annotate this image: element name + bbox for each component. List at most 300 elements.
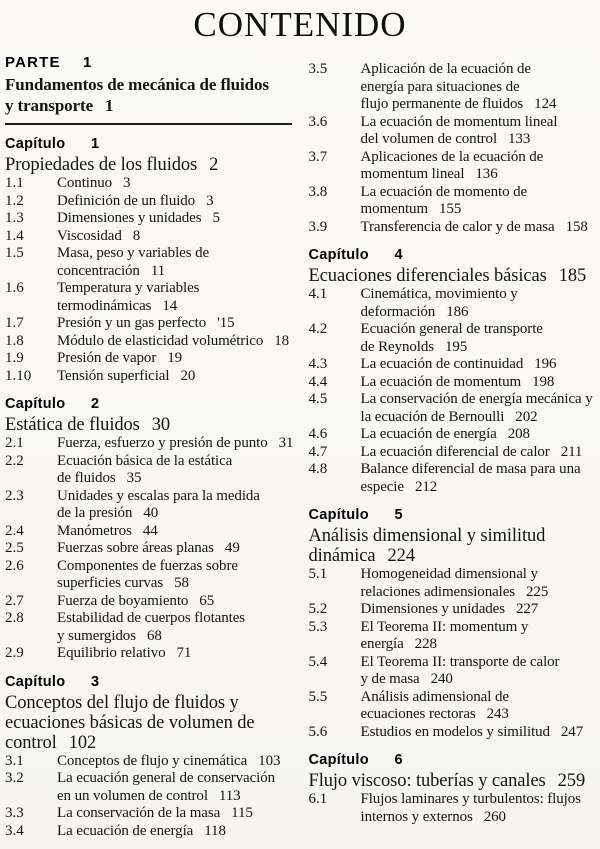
page-number: 211 <box>560 443 583 460</box>
entry-body <box>57 770 292 805</box>
entry-body <box>361 374 596 392</box>
entry-title: superficies curvas <box>57 575 164 591</box>
text-line <box>309 526 596 546</box>
page-number: 247 <box>560 723 584 740</box>
text-line <box>361 339 596 357</box>
text-line <box>309 546 596 566</box>
text-line <box>57 488 292 506</box>
entry-number: 2.7 <box>5 592 24 609</box>
toc-entry <box>5 435 292 453</box>
entry-title: Estática de fluidos <box>5 415 140 435</box>
entry-title: Equilibrio relativo <box>57 645 166 661</box>
entry-title: Estabilidad de cuerpos flotantes <box>57 610 245 626</box>
entry-title: Tensión superficial <box>57 367 170 384</box>
entry-title: control <box>5 732 57 753</box>
entry-number: 4.2 <box>308 321 328 337</box>
entry-title: especie <box>360 478 404 495</box>
entry-body <box>361 184 596 219</box>
entry-number: 3.1 <box>5 752 24 769</box>
entry-number: 1.4 <box>5 227 24 244</box>
entry-title: y sumergidos <box>57 627 136 644</box>
entry-title: energía para situaciones de <box>360 78 520 95</box>
text-line <box>57 210 292 228</box>
text-line <box>5 415 292 435</box>
text-line <box>5 155 292 175</box>
entry-number: 1.8 <box>5 332 24 349</box>
entry-body <box>361 149 596 184</box>
text-line <box>57 540 292 558</box>
text-line <box>361 391 596 409</box>
entry-number: 2.1 <box>5 435 24 451</box>
entry-title: Transferencia de calor y de masa <box>360 218 555 235</box>
text-line <box>361 636 596 654</box>
text-line <box>57 350 292 368</box>
entry-title: de fluidos <box>57 470 116 486</box>
entry-number: 1.5 <box>5 245 24 261</box>
page-number: 260 <box>483 808 506 825</box>
entry-title: Análisis adimensional de <box>360 688 509 705</box>
chapter-label: Capítulo <box>308 247 369 263</box>
toc-entry <box>309 724 596 742</box>
entry-title: ecuaciones básicas de volumen de <box>5 712 255 733</box>
chapter-number: 1 <box>91 136 100 152</box>
entry-body <box>361 724 596 742</box>
toc-entry <box>5 175 292 193</box>
text-line <box>57 470 292 488</box>
page-title: CONTENIDO <box>193 5 407 44</box>
entry-body <box>57 193 292 211</box>
toc-entry <box>309 391 596 426</box>
entry-title: Masa, peso y variables de <box>57 245 210 261</box>
text-line <box>57 505 292 523</box>
entry-number: 2.3 <box>5 487 24 504</box>
toc-entry <box>309 566 596 601</box>
page-number: 68 <box>146 627 162 644</box>
entry-number: 1.3 <box>5 210 24 226</box>
chapter-number: 5 <box>394 507 403 523</box>
page-number: 115 <box>231 805 253 821</box>
entry-body <box>361 601 596 619</box>
part-header <box>5 54 292 125</box>
toc-entry <box>309 286 596 321</box>
entry-title: concentración <box>57 262 140 279</box>
text-line <box>57 770 292 788</box>
text-line <box>361 584 596 602</box>
entry-body <box>361 444 596 462</box>
toc-entry <box>309 601 596 619</box>
text-line <box>361 706 596 724</box>
entry-number: 5.5 <box>308 688 328 705</box>
page-number: 202 <box>515 408 538 425</box>
entry-title: La ecuación de energía <box>360 426 497 442</box>
page-number: 208 <box>507 426 530 442</box>
entry-body <box>57 280 292 315</box>
entry-title: deformación <box>360 303 436 320</box>
entry-body <box>361 391 596 426</box>
toc-entry <box>5 315 292 333</box>
text-line <box>361 219 596 237</box>
entry-body <box>361 654 596 689</box>
entry-title: El Teorema II: transporte de calor <box>360 653 560 670</box>
entry-body <box>361 321 596 356</box>
entry-body <box>57 333 292 351</box>
entry-number: 5.6 <box>308 723 328 740</box>
entry-number: 1.7 <box>5 315 24 331</box>
text-line <box>57 280 292 298</box>
text-line <box>361 374 596 392</box>
entry-number: 2.4 <box>5 522 24 539</box>
entry-title: El Teorema II: momentum y <box>360 618 529 635</box>
entry-title: Análisis dimensional y similitud <box>308 526 546 546</box>
entry-number: 1.1 <box>5 175 24 191</box>
toc-entry <box>5 645 292 663</box>
column-right <box>309 52 596 840</box>
text-line <box>361 671 596 689</box>
toc-entry <box>309 654 596 689</box>
entry-title: Aplicación de la ecuación de <box>360 61 531 77</box>
chapter-title <box>5 415 292 435</box>
page-number: 40 <box>143 505 159 521</box>
page-number: 196 <box>534 356 557 372</box>
entry-title: Unidades y escalas para la medida <box>57 487 260 504</box>
entry-body <box>57 523 292 541</box>
chapter-label: Capítulo <box>308 507 369 523</box>
toc-entry <box>309 444 596 462</box>
entry-number: 4.8 <box>308 461 328 477</box>
entry-title: La ecuación diferencial de calor <box>360 443 550 460</box>
text-line <box>361 79 596 97</box>
text-line <box>57 788 292 806</box>
entry-body <box>361 61 596 114</box>
text-line <box>361 444 596 462</box>
toc-entry <box>5 488 292 523</box>
entry-title: la ecuación de Bernoulli <box>360 408 505 425</box>
chapter-label-row <box>309 752 596 769</box>
entry-body <box>57 228 292 246</box>
toc-entry <box>5 558 292 593</box>
toc-entry <box>5 770 292 805</box>
toc-entry <box>309 689 596 724</box>
entry-title: Flujo viscoso: tuberías y canales <box>308 771 546 791</box>
text-line <box>57 823 292 841</box>
text-line <box>57 645 292 663</box>
page-number: 124 <box>534 96 557 112</box>
entry-number: 3.2 <box>5 770 24 786</box>
toc-entry <box>5 823 292 841</box>
entry-title: Conceptos del flujo de fluidos y <box>5 692 239 713</box>
text-line <box>57 805 292 823</box>
toc-columns <box>5 52 595 840</box>
entry-title: La conservación de energía mecánica y <box>360 391 593 407</box>
entry-title: La conservación de la masa <box>57 805 221 821</box>
entry-title: de la presión <box>57 505 133 521</box>
text-line <box>361 131 596 149</box>
page-number: 224 <box>387 546 415 566</box>
entry-body <box>361 426 596 444</box>
entry-body <box>57 435 292 453</box>
entry-number: 5.4 <box>308 653 328 670</box>
chapter-header <box>5 396 292 435</box>
text-line <box>361 619 596 637</box>
text-line <box>5 96 292 117</box>
entry-title: y transporte <box>5 95 94 115</box>
entry-body <box>57 245 292 280</box>
page-number: 5 <box>212 210 220 226</box>
page-number: 240 <box>430 671 453 687</box>
entry-title: Aplicaciones de la ecuación de <box>360 148 544 165</box>
text-line <box>57 435 292 453</box>
page-number: 133 <box>508 131 531 147</box>
toc-entry <box>5 610 292 645</box>
entry-number: 1.6 <box>5 280 24 296</box>
entry-body <box>361 219 596 237</box>
entry-body <box>57 175 292 193</box>
entry-body <box>57 315 292 333</box>
entry-title: dinámica <box>308 546 376 566</box>
entry-title: Fundamentos de mecánica de fluidos <box>5 75 269 94</box>
entry-body <box>57 368 292 386</box>
text-line <box>361 321 596 339</box>
text-line <box>361 654 596 672</box>
entry-title: Flujos laminares y turbulentos: flujos <box>360 791 581 807</box>
entry-title: Manómetros <box>57 522 132 539</box>
entry-number: 3.6 <box>308 113 328 130</box>
entry-number: 4.3 <box>308 356 328 372</box>
entry-title: y de masa <box>360 671 420 687</box>
entry-number: 4.6 <box>308 426 328 442</box>
text-line <box>57 610 292 628</box>
text-line <box>361 461 596 479</box>
chapter-title <box>5 693 292 753</box>
text-line <box>361 114 596 132</box>
text-line <box>57 263 292 281</box>
entry-title: energía <box>360 636 404 652</box>
page-number: 19 <box>167 350 183 366</box>
chapter-label: Capítulo <box>308 752 369 768</box>
entry-body <box>57 210 292 228</box>
chapter-label-row <box>5 396 292 413</box>
entry-body <box>361 461 596 496</box>
entry-number: 2.2 <box>5 452 24 469</box>
text-line <box>57 628 292 646</box>
entry-title: Fuerzas sobre áreas planas <box>57 540 214 556</box>
entry-number: 4.7 <box>308 443 328 460</box>
entry-title: relaciones adimensionales <box>360 583 516 600</box>
part-label: PARTE <box>5 54 61 71</box>
entry-body <box>57 488 292 523</box>
text-line <box>361 791 596 809</box>
entry-title: La ecuación de continuidad <box>360 356 524 372</box>
toc-entry <box>5 280 292 315</box>
entry-title: Propiedades de los fluidos <box>5 155 198 175</box>
text-line <box>57 753 292 771</box>
page-number: 8 <box>132 227 141 244</box>
entry-number: 6.1 <box>308 791 328 807</box>
entry-title: en un volumen de control <box>57 787 208 804</box>
chapter-label: Capítulo <box>5 673 66 690</box>
entry-number: 4.4 <box>308 373 328 390</box>
entry-title: ecuaciones rectoras <box>360 706 476 722</box>
text-line <box>309 771 596 791</box>
chapter-header <box>309 247 596 286</box>
chapter-title <box>5 155 292 175</box>
entry-number: 2.5 <box>5 540 24 556</box>
text-line <box>361 409 596 427</box>
toc-entry <box>5 805 292 823</box>
page-number: 3 <box>206 192 214 209</box>
text-line <box>57 315 292 333</box>
entry-title: La ecuación de momentum <box>360 373 522 390</box>
entry-title: Dimensiones y unidades <box>360 601 505 617</box>
toc-entry <box>309 791 596 826</box>
chapter-number: 6 <box>394 752 403 768</box>
text-line <box>361 201 596 219</box>
entry-body <box>57 558 292 593</box>
text-line <box>57 453 292 471</box>
entry-body <box>57 350 292 368</box>
page-number: 198 <box>532 373 555 390</box>
entry-body <box>57 610 292 645</box>
toc-entry <box>5 368 292 386</box>
page-number: 35 <box>126 470 142 486</box>
text-line <box>309 266 596 286</box>
text-line <box>57 593 292 611</box>
entry-title: termodinámicas <box>57 297 152 314</box>
page-number: 44 <box>142 522 158 539</box>
text-line <box>361 184 596 202</box>
chapter-header <box>309 752 596 791</box>
entry-title: Cinemática, movimiento y <box>360 286 518 302</box>
chapter-number: 4 <box>394 247 403 263</box>
toc-entry <box>309 321 596 356</box>
page-number: 243 <box>486 706 509 722</box>
text-line <box>361 724 596 742</box>
entry-body <box>57 753 292 771</box>
toc-entry <box>309 461 596 496</box>
entry-number: 2.6 <box>5 557 24 574</box>
entry-title: Ecuaciones diferenciales básicas <box>308 266 547 286</box>
page-number: 118 <box>204 822 226 839</box>
toc-entry <box>5 753 292 771</box>
entry-title: Conceptos de flujo y cinemática <box>57 752 248 769</box>
entry-title: Viscosidad <box>57 227 122 244</box>
text-line <box>5 713 292 733</box>
page-number: 20 <box>180 367 196 384</box>
page-number: 155 <box>439 201 462 217</box>
page-number: 31 <box>278 435 294 451</box>
toc-entry <box>309 184 596 219</box>
chapter-number: 2 <box>91 396 100 412</box>
toc-entry <box>5 350 292 368</box>
entry-title: Estudios en modelos y similitud <box>360 723 550 740</box>
page-number: 186 <box>446 303 469 320</box>
text-line <box>57 558 292 576</box>
part-label-row <box>5 54 292 72</box>
text-line <box>361 689 596 707</box>
chapter-label-row <box>5 136 292 153</box>
entry-title: La ecuación general de conservación <box>57 770 276 786</box>
entry-body <box>361 356 596 374</box>
chapter-header <box>309 507 596 566</box>
entry-body <box>361 566 596 601</box>
chapter-header <box>5 136 292 175</box>
entry-body <box>57 593 292 611</box>
text-line <box>361 304 596 322</box>
toc-entry <box>5 453 292 488</box>
entry-title: Fuerza, esfuerzo y presión de punto <box>57 435 268 451</box>
chapter-number: 3 <box>91 673 100 690</box>
entry-body <box>57 540 292 558</box>
text-line <box>361 286 596 304</box>
entry-number: 3.9 <box>308 218 328 235</box>
page-number: 185 <box>558 266 587 286</box>
entry-body <box>361 791 596 826</box>
page-number: 228 <box>414 636 437 652</box>
entry-number: 3.3 <box>5 805 24 821</box>
entry-title: Componentes de fuerzas sobre <box>57 557 238 574</box>
page-number: 71 <box>176 645 192 661</box>
page-number: 11 <box>150 262 166 279</box>
page-number: 259 <box>557 771 586 791</box>
part-divider <box>5 123 292 125</box>
entry-title: Dimensiones y unidades <box>57 210 202 226</box>
page-number: 103 <box>258 752 281 769</box>
page-number: 30 <box>151 415 171 435</box>
page-number: 3 <box>123 175 131 191</box>
entry-number: 3.7 <box>308 148 328 165</box>
entry-title: momentum <box>360 201 429 217</box>
entry-title: Temperatura y variables <box>57 280 200 296</box>
entry-body <box>57 645 292 663</box>
text-line <box>361 601 596 619</box>
entry-number: 1.10 <box>5 367 32 384</box>
column-left <box>5 52 292 840</box>
entry-title: La ecuación de energía <box>57 822 194 839</box>
toc-entry <box>5 193 292 211</box>
entry-body <box>361 689 596 724</box>
chapter-label-row <box>309 507 596 524</box>
page-number: 212 <box>414 478 438 495</box>
entry-title: Continuo <box>57 175 113 191</box>
text-line <box>57 298 292 316</box>
page-number: 136 <box>475 166 498 182</box>
text-line <box>5 693 292 713</box>
text-line <box>57 333 292 351</box>
page-number: 2 <box>209 155 219 175</box>
text-line <box>361 566 596 584</box>
toc-entry <box>5 523 292 541</box>
text-line <box>57 175 292 193</box>
entry-number: 4.5 <box>308 391 328 407</box>
toc-entry <box>309 619 596 654</box>
chapter-title <box>309 771 596 791</box>
page-number: 58 <box>174 575 189 591</box>
entry-number: 5.1 <box>308 566 328 582</box>
toc-entry <box>5 245 292 280</box>
entry-body <box>57 805 292 823</box>
text-line <box>361 479 596 497</box>
text-line <box>361 96 596 114</box>
page-number: 49 <box>224 540 240 556</box>
entry-title: Definición de un fluido <box>57 192 196 209</box>
text-line <box>5 75 292 96</box>
chapter-header <box>5 674 292 753</box>
entry-number: 2.9 <box>5 645 24 661</box>
entry-title: momentum lineal <box>360 166 465 182</box>
text-line <box>361 426 596 444</box>
entry-body <box>57 453 292 488</box>
toc-entry <box>309 114 596 149</box>
